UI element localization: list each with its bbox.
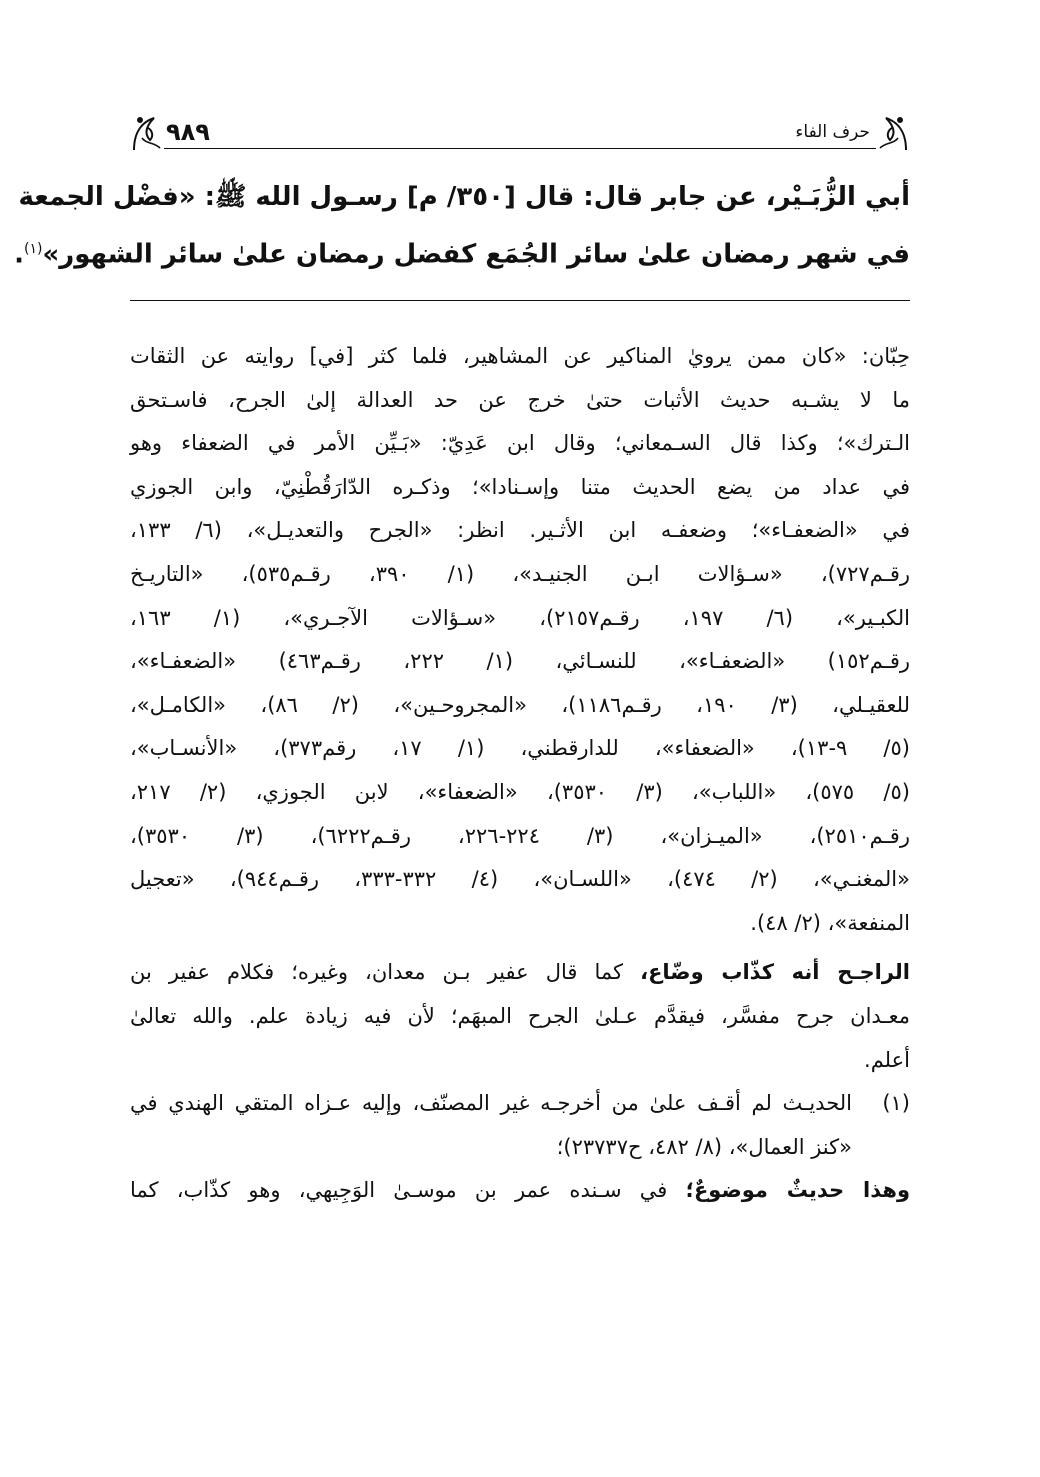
header-rule (164, 148, 876, 149)
note-line: رقـم٢٥١٠)، «الميـزان»، (٣/ ٢٢٤-٢٢٦، رقـم٦٢٢٢)، (٣/ ٣٥٣٠)، (130, 823, 910, 848)
conclusion-text: كما قال عفير بـن معدان، وغيره؛ فكلام عفير بن (130, 960, 641, 985)
note-line: (٥/ ٥٧٥)، «اللباب»، (٣/ ٣٥٣٠)، «الضعفاء»، لابن الجوزي، (٢/ ٢١٧، (130, 779, 910, 804)
note-line: للعقيـلي، (٣/ ١٩٠، رقـم١١٨٦)، «المجروحـين»، (٢/ ٨٦)، «الكامـل»، (130, 692, 910, 717)
note-line: (٥/ ٩-١٣)، «الضعفاء»، للدارقطني، (١/ ١٧، رقم٣٧٣)، «الأنسـاب»، (130, 736, 910, 761)
footnote-text: في سـنده عمر بن موسـىٰ الوَجِيهي، وهو كذّاب، كما (130, 1178, 686, 1203)
footnote-line: الحديـث لم أقـف علىٰ من أخرجـه غير المصنّف، وإليه عـزاه المتقي الهندي في (130, 1091, 852, 1116)
conclusion-line (130, 954, 910, 998)
main-text-line (14, 232, 910, 284)
chapter-title: حرف الفاء (795, 122, 870, 142)
note-line: رقـم٧٢٧)، «سـؤالات ابـن الجنيـد»، (١/ ٣٩٠، رقـم٥٣٥)، «التاريـخ (130, 561, 911, 586)
footnote-separator (130, 300, 910, 301)
footnote-line: «كنز العمال»، (٨/ ٤٨٢، ح٢٣٧٣٧)؛ (556, 1134, 852, 1159)
note-line: الـترك»؛ وكذا قال السـمعاني؛ وقال ابن عَدِيّ: «بَـيِّن الأمر في الضعفاء وهو (130, 431, 910, 456)
note-line: الكبـير»، (٦/ ١٩٧، رقـم٢١٥٧)، «سـؤالات الآجـري»، (١/ ١٦٣، (130, 605, 910, 630)
ornament-icon (130, 112, 164, 152)
conclusion-line: أعلم. (864, 1047, 910, 1072)
verdict-bold: وهذا حديثٌ موضوعٌ؛ (685, 1178, 910, 1203)
main-text (14, 180, 910, 284)
main-text-line: أبي الزُّبَـيْر، عن جابر قال: قال [٣٥٠/ م] رسـول الله ﷺ: «فضْل الجمعة (18, 182, 910, 212)
page-header (130, 108, 910, 154)
ornament-icon (876, 112, 910, 152)
conclusion-line: معـدان جرح مفسَّر، فيقدَّم عـلىٰ الجرح المبهَم؛ لأن فيه زيادة علم. والله تعالىٰ (130, 1003, 910, 1028)
note-line: المنفعة»، (٢/ ٤٨). (750, 910, 910, 935)
note-line: حِبّان: «كان ممن يرويٰ المناكير عن المشاهير، فلما كثر [في] روايته عن الثقات (130, 344, 910, 368)
footnote-reference: (١) (23, 241, 43, 257)
footnotes-area (130, 338, 910, 1216)
footnote-line (130, 1172, 910, 1216)
note-line: في عداد من يضع الحديث متنا وإسـنادا»؛ وذكـره الدّارَقُطْنِيّ، وابن الجوزي (130, 474, 910, 499)
conclusion-bold: الراجـح أنه كذّاب وضّاع، (640, 960, 910, 985)
note-line: رقـم١٥٢) «الضعفـاء»، للنسـائي، (١/ ٢٢٢، رقـم٤٦٣) «الضعفـاء»، (130, 649, 910, 674)
page-number: ٩٨٩ (166, 118, 210, 146)
footnote-marker: (١) (882, 1091, 910, 1116)
footnote-1 (130, 1085, 910, 1172)
note-line: في «الضعفـاء»؛ وضعفـه ابن الأثـير. انظر: «الجرح والتعديـل»، (٦/ ١٣٣، (130, 518, 910, 543)
main-text-segment: في شهر رمضان علىٰ سائر الجُمَع كفضل رمضان علىٰ سائر الشهور» (42, 239, 910, 270)
note-line: «المغنـي»، (٢/ ٤٧٤)، «اللسـان»، (٤/ ٣٣٢-٣٣٣، رقـم٩٤٤)، «تعجيل (130, 867, 910, 892)
main-text-segment: . (14, 239, 24, 270)
note-line: ما لا يشـبه حديث الأثبات حتىٰ خرج عن حد العدالة إلىٰ الجرح، فاسـتحق (130, 387, 910, 412)
